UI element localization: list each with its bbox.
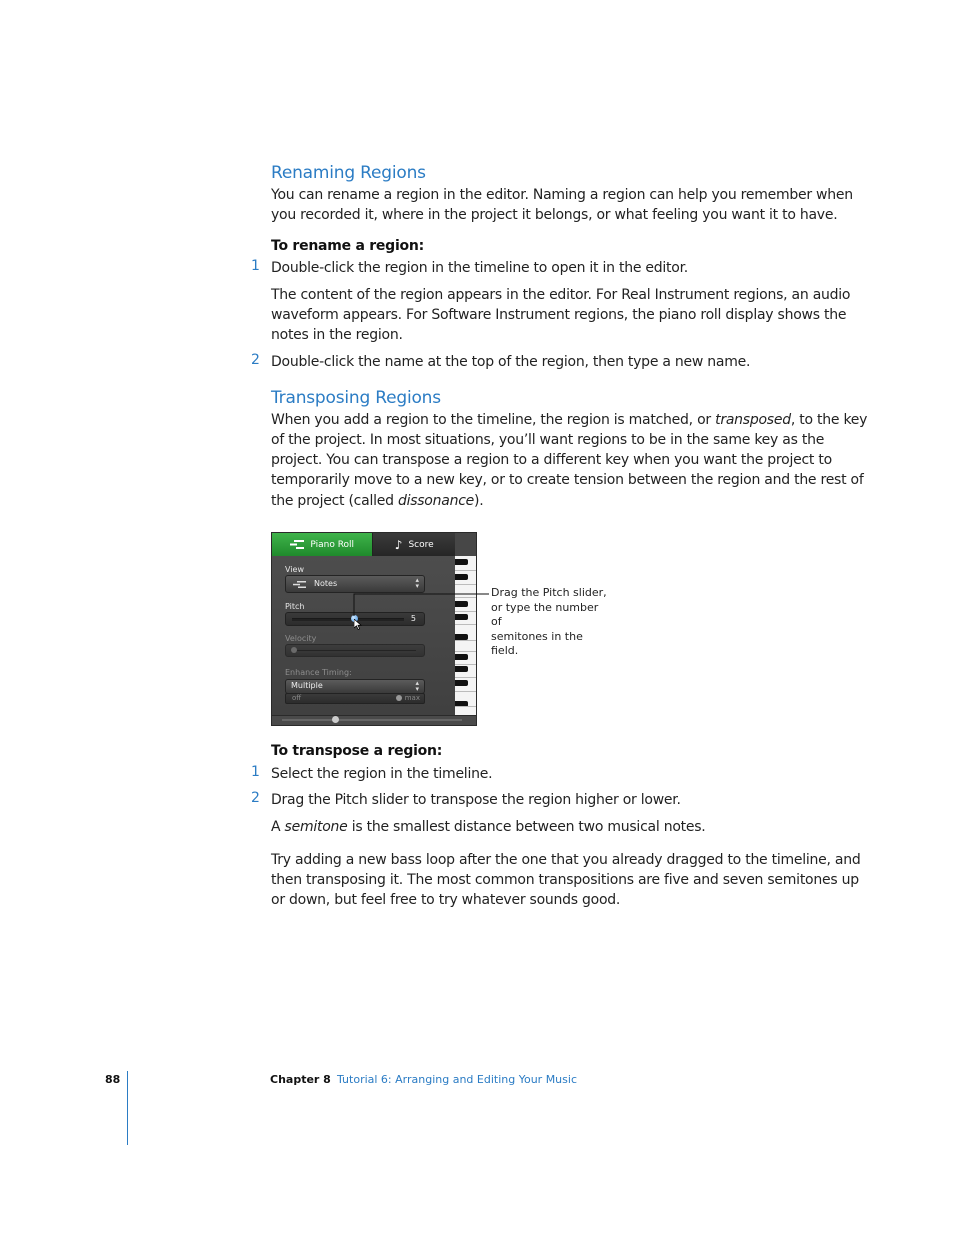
- footer-title: Tutorial 6: Arranging and Editing Your Music: [337, 1073, 577, 1086]
- step-number: 1: [251, 764, 260, 780]
- pitch-label: Pitch: [285, 602, 305, 611]
- piano-roll-panel-figure: [271, 532, 477, 726]
- renaming-intro-line-1: You can rename a region in the editor. Naming a region can help you remember when: [271, 187, 853, 203]
- tip-line-1: Try adding a new bass loop after the one that you already dragged to the timeline, and: [271, 852, 861, 868]
- page-number: 88: [105, 1073, 121, 1086]
- tip-line-2: then transposing it. The most common transpositions are five and seven semitones up: [271, 872, 859, 888]
- rename-note-line-2: waveform appears. For Software Instrument regions, the piano roll display shows the: [271, 307, 847, 323]
- rename-note-line-3: notes in the region.: [271, 327, 403, 343]
- callout-line-3: semitones in the field.: [491, 629, 583, 657]
- step-number: 1: [251, 258, 260, 274]
- tab-piano-roll-label: Piano Roll: [310, 539, 355, 550]
- renaming-intro-line-2: you recorded it, where in the project it belongs, or what feeling you want it to have.: [271, 207, 838, 223]
- mouse-cursor-icon: [354, 619, 362, 630]
- transpose-para-line-3: project. You can transpose a region to a different key when you want the project to: [271, 452, 832, 468]
- region-inspector: [272, 556, 455, 725]
- slider-min-label: off: [292, 694, 302, 702]
- rename-lead: To rename a region:: [271, 238, 424, 254]
- rename-step-1: Double-click the region in the timeline to open it in the editor.: [271, 260, 689, 276]
- editor-bottom-bar: [272, 715, 476, 726]
- view-label: View: [285, 565, 304, 574]
- velocity-label: Velocity: [285, 634, 317, 643]
- step-number: 2: [251, 790, 260, 806]
- semitone-definition: A semitone is the smallest distance between two musical notes.: [271, 819, 706, 835]
- transpose-para-line-5: the project (called dissonance).: [271, 493, 484, 509]
- updown-arrows-icon: ▴ ▾: [415, 576, 419, 590]
- tab-score[interactable]: [373, 533, 455, 556]
- transpose-para-line-4: temporarily move to a new key, or to create tension between the region and the rest of: [271, 472, 864, 488]
- enhance-timing-value: Multiple: [291, 681, 323, 690]
- tab-piano-roll[interactable]: [272, 533, 373, 556]
- enhance-timing-label: Enhance Timing:: [285, 668, 352, 677]
- updown-arrows-icon: ▴ ▾: [415, 679, 419, 693]
- footer-chapter: Chapter 8: [270, 1073, 331, 1086]
- view-value: Notes: [314, 579, 338, 588]
- piano-keyboard: [455, 556, 476, 725]
- enhance-timing-popup[interactable]: [285, 679, 425, 694]
- piano-roll-icon: [290, 540, 304, 549]
- transpose-step-1: Select the region in the timeline.: [271, 766, 493, 782]
- slider-max-label: max: [404, 694, 420, 702]
- step-number: 2: [251, 352, 260, 368]
- callout-line-2: or type the number of: [491, 600, 599, 628]
- callout-leader-line: [352, 590, 492, 618]
- transpose-lead: To transpose a region:: [271, 743, 443, 759]
- section-heading-transposing: Transposing Regions: [271, 388, 441, 408]
- notes-icon: [293, 581, 306, 588]
- tab-score-label: Score: [408, 539, 434, 550]
- enhance-timing-knob[interactable]: [396, 695, 402, 701]
- footer-rule: [127, 1071, 128, 1145]
- transpose-para-line-2: of the project. In most situations, you’ll want regions to be in the same key as the: [271, 432, 825, 448]
- pitch-callout: [491, 586, 611, 659]
- tip-line-3: or down, but feel free to try whatever sounds good.: [271, 892, 621, 908]
- velocity-slider-knob[interactable]: [291, 647, 297, 653]
- enhance-timing-slider[interactable]: [285, 693, 425, 704]
- zoom-slider-knob[interactable]: [332, 716, 339, 723]
- velocity-slider[interactable]: [285, 644, 425, 657]
- rename-step-2: Double-click the name at the top of the region, then type a new name.: [271, 354, 751, 370]
- pitch-value-field[interactable]: 5: [410, 614, 416, 623]
- section-heading-renaming: Renaming Regions: [271, 163, 426, 183]
- editor-tabs: [272, 533, 455, 556]
- rename-note-line-1: The content of the region appears in the editor. For Real Instrument regions, an audio: [271, 287, 851, 303]
- callout-line-1: Drag the Pitch slider,: [491, 586, 607, 599]
- music-note-icon: ♪: [394, 537, 403, 552]
- transpose-step-2: Drag the Pitch slider to transpose the region higher or lower.: [271, 792, 681, 808]
- transpose-para-line-1: When you add a region to the timeline, the region is matched, or transposed, to the key: [271, 412, 868, 428]
